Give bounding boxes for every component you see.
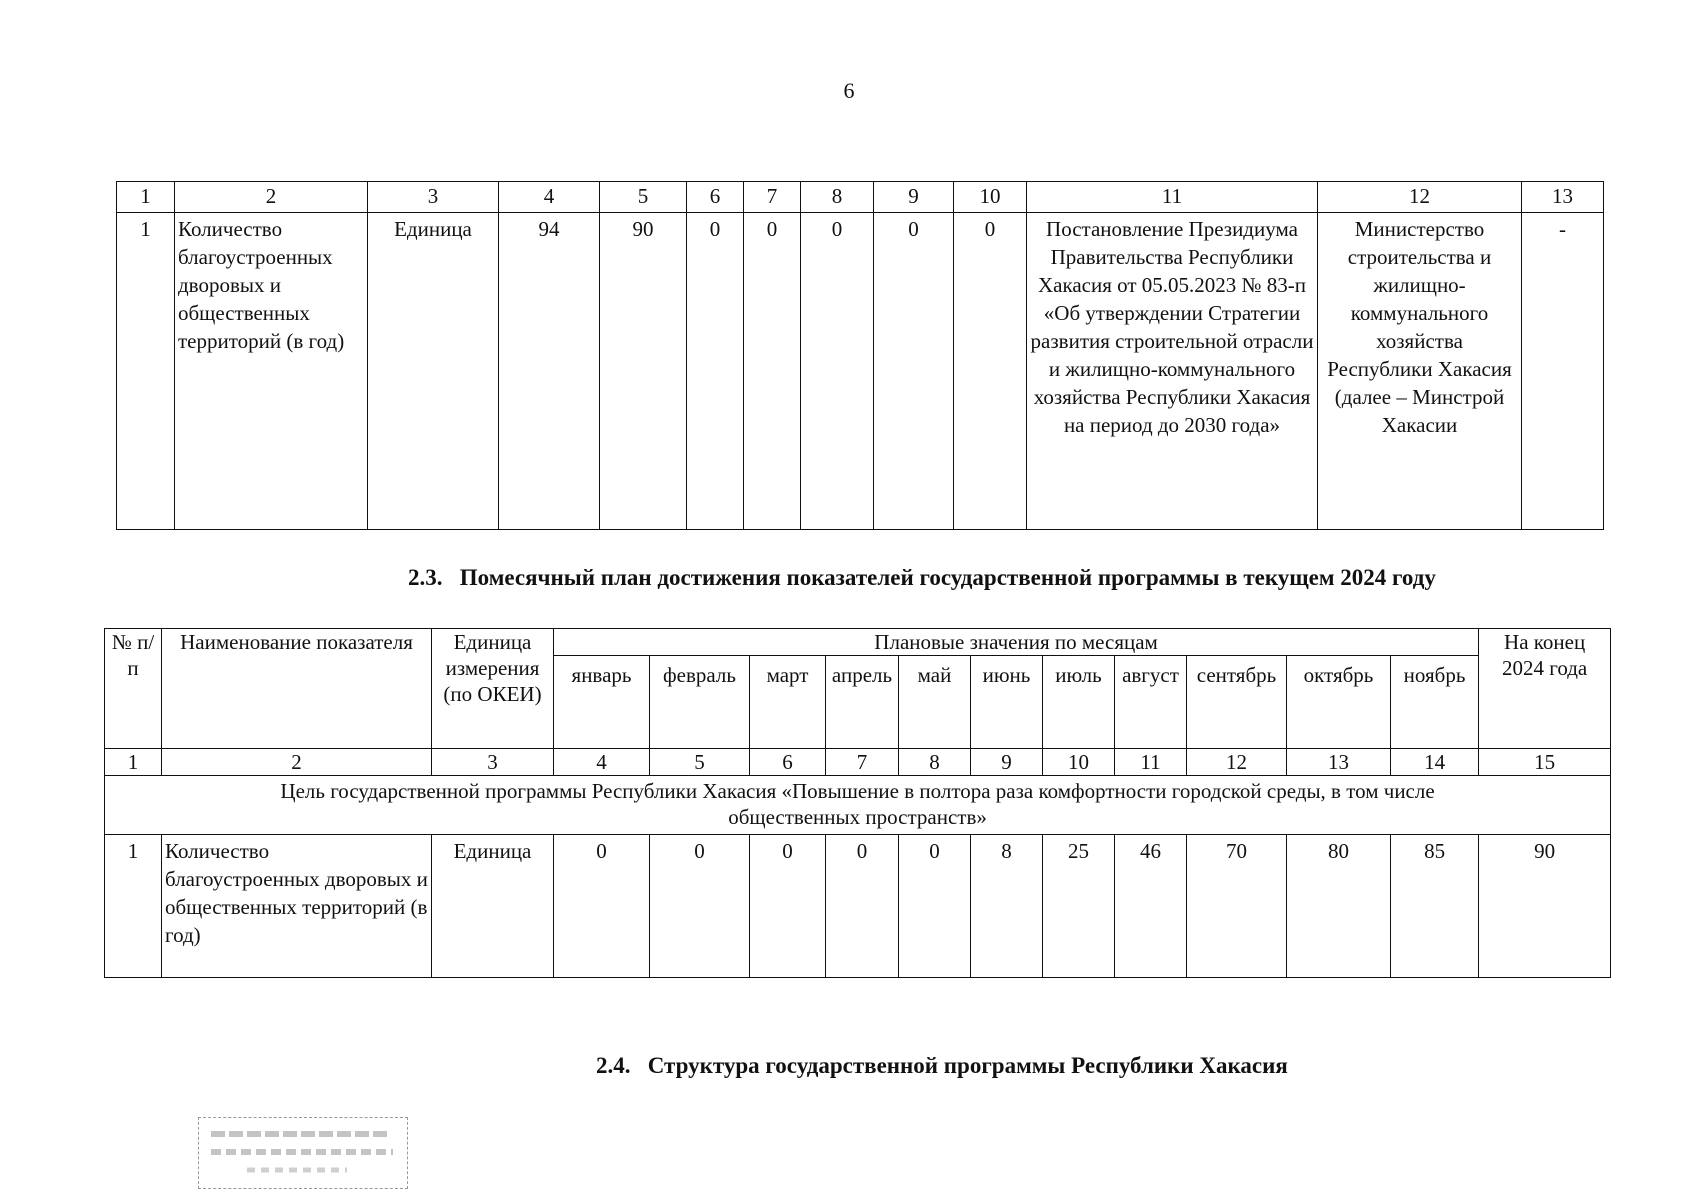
month-header: сентябрь [1187,656,1287,749]
indicator-name: Количество благоустроенных дворовых и общественных территорий (в год) [175,213,368,530]
header-end: На конец 2024 года [1479,629,1611,749]
month-header: июнь [971,656,1043,749]
month-header: апрель [826,656,899,749]
col-number: 4 [554,749,650,776]
value-cell: 0 [801,213,874,530]
responsible-body: Министерство строительства и жилищно-коммунального хозяйства Республики Хакасия (далее – Минстрой Хакасии [1318,213,1522,530]
col-number: 2 [175,182,368,213]
col-number: 12 [1187,749,1287,776]
table-row [105,835,1611,978]
value-cell: 0 [687,213,744,530]
end-of-year-value: 90 [1479,835,1611,978]
col-number: 11 [1115,749,1187,776]
value-cell: 94 [499,213,600,530]
month-header: август [1115,656,1187,749]
row-number: 1 [105,835,162,978]
goal-text: Цель государственной программы Республики Хакасия «Повышение в полтора раза комфортности городской среды, в том числе общественных пространств» [105,776,1611,835]
month-value: 80 [1287,835,1391,978]
month-header: июль [1043,656,1115,749]
table1-header-row [117,182,1604,213]
value-cell: - [1522,213,1604,530]
section-heading-2-4 [596,1053,1288,1079]
col-number: 10 [954,182,1027,213]
header-num: № п/п [105,629,162,749]
col-number: 4 [499,182,600,213]
month-value: 46 [1115,835,1187,978]
col-number: 13 [1522,182,1604,213]
col-number: 5 [650,749,750,776]
document-basis: Постановление Президиума Правительства Республики Хакасия от 05.05.2023 № 83-п «Об утверждении Стратегии развития строительной отрасли и жилищно-коммунального хозяйства Республики Хакасия на период до 2030 года» [1027,213,1318,530]
col-number: 15 [1479,749,1611,776]
month-value: 0 [554,835,650,978]
value-cell: 0 [874,213,954,530]
col-number: 13 [1287,749,1391,776]
section-number: 2.4. [596,1053,631,1078]
month-value: 0 [750,835,826,978]
month-header: май [899,656,971,749]
col-number: 7 [744,182,801,213]
month-header: ноябрь [1391,656,1479,749]
stamp-lines [207,1122,399,1182]
page-number: 6 [843,78,855,103]
col-number: 9 [971,749,1043,776]
col-number: 8 [801,182,874,213]
month-value: 0 [826,835,899,978]
value-cell: 90 [600,213,687,530]
col-number: 1 [105,749,162,776]
header-plan: Плановые значения по месяцам [554,629,1479,656]
col-number: 6 [750,749,826,776]
header-name: Наименование показателя [162,629,432,749]
col-number: 1 [117,182,175,213]
col-number: 7 [826,749,899,776]
month-header: октябрь [1287,656,1391,749]
faded-stamp [198,1117,408,1189]
col-number: 10 [1043,749,1115,776]
col-number: 3 [432,749,554,776]
row-number: 1 [117,213,175,530]
col-number: 3 [368,182,499,213]
indicator-name: Количество благоустроенных дворовых и общественных территорий (в год) [162,835,432,978]
section-number: 2.3. [408,565,443,590]
header-unit: Единица измерения (по ОКЕИ) [432,629,554,749]
col-number: 8 [899,749,971,776]
col-number: 6 [687,182,744,213]
col-number: 9 [874,182,954,213]
month-header: март [750,656,826,749]
table-row [117,213,1604,530]
col-number: 14 [1391,749,1479,776]
value-cell: 0 [744,213,801,530]
col-number: 12 [1318,182,1522,213]
section-title: Структура государственной программы Республики Хакасия [647,1053,1288,1078]
section-heading-2-3 [408,565,1436,591]
col-number: 5 [600,182,687,213]
month-header: февраль [650,656,750,749]
month-value: 70 [1187,835,1287,978]
value-cell: 0 [954,213,1027,530]
month-value: 85 [1391,835,1479,978]
month-value: 8 [971,835,1043,978]
unit: Единица [432,835,554,978]
col-number: 2 [162,749,432,776]
month-header: январь [554,656,650,749]
indicator-table [116,181,1604,530]
monthly-plan-table [104,628,1611,978]
col-number: 11 [1027,182,1318,213]
month-value: 0 [650,835,750,978]
table2-header-row [105,629,1611,656]
unit: Единица [368,213,499,530]
section-title: Помесячный план достижения показателей государственной программы в текущем 2024 году [459,565,1436,590]
goal-row [105,776,1611,835]
month-value: 25 [1043,835,1115,978]
table2-colnum-row [105,749,1611,776]
month-value: 0 [899,835,971,978]
